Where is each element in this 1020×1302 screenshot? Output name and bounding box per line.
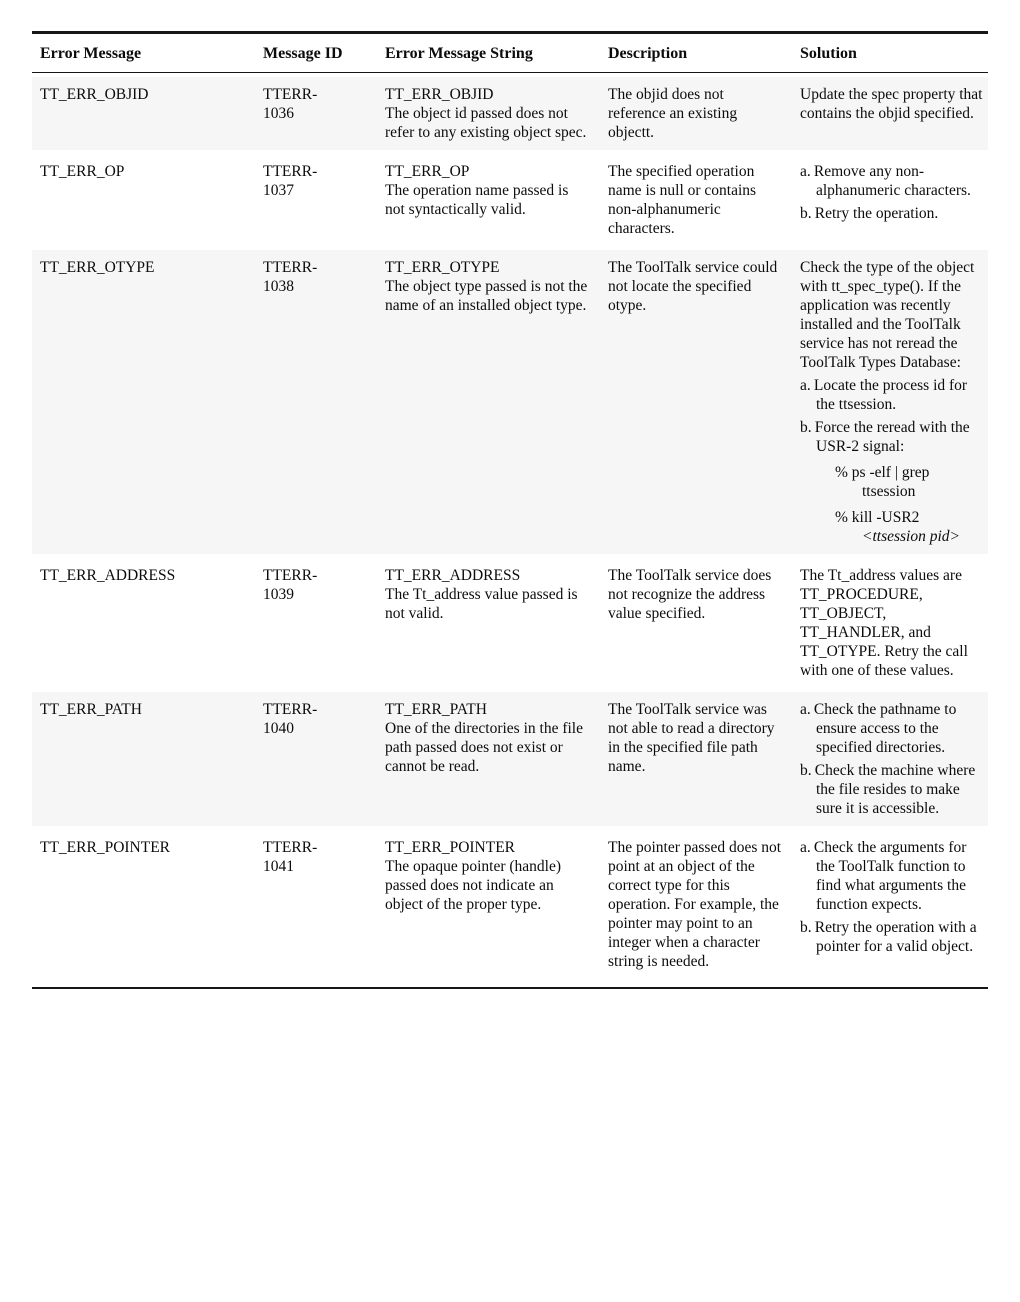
solution-item-label: a. (800, 839, 811, 856)
message-id-line: 1039 (263, 586, 294, 603)
message-id-line: 1040 (263, 720, 294, 737)
message-id-line: 1041 (263, 858, 294, 875)
cell-description: The ToolTalk service was not able to read a directory in the specified file path name. (608, 701, 775, 775)
table-row (32, 154, 988, 246)
cell-message-id (255, 162, 377, 238)
table-row (32, 692, 988, 826)
message-id-line: TTERR- (263, 839, 318, 856)
solution-paragraph: The Tt_address values are TT_PROCEDURE, TT_OBJECT, TT_HANDLER, and TT_OTYPE. Retry the call with one of these values. (800, 567, 968, 679)
error-message-table (32, 31, 988, 989)
error-string-line: The opaque pointer (handle) passed does not indicate an object of the proper type. (385, 858, 562, 913)
cell-message-id (255, 258, 377, 546)
message-id-line: TTERR- (263, 567, 318, 584)
message-id-line: TTERR- (263, 163, 318, 180)
cell-error-message-string (377, 162, 600, 238)
cell-solution (792, 162, 988, 238)
message-id-line: TTERR- (263, 701, 318, 718)
solution-list-item: b. Force the reread with the USR-2 signal: (800, 419, 970, 455)
cell-description: The ToolTalk service could not locate the specified otype. (608, 259, 778, 314)
error-string-line: The object type passed is not the name of an installed object type. (385, 278, 588, 314)
column-header-error-message: Error Message (40, 45, 142, 62)
table-row (32, 77, 988, 150)
solution-item-label: b. (800, 205, 812, 222)
cell-solution (792, 700, 988, 818)
error-string-line: TT_ERR_PATH (385, 701, 487, 718)
message-id-line: 1037 (263, 182, 294, 199)
table-row (32, 558, 988, 688)
cell-message-id (255, 838, 377, 971)
cell-error-message-string (377, 566, 600, 680)
solution-list-item: b. Check the machine where the file resides to make sure it is accessible. (800, 762, 976, 817)
solution-item-label: a. (800, 163, 811, 180)
error-string-line: TT_ERR_OTYPE (385, 259, 500, 276)
column-header-solution: Solution (800, 45, 857, 62)
error-string-line: TT_ERR_POINTER (385, 839, 516, 856)
cell-error-message: TT_ERR_PATH (40, 701, 142, 718)
cell-solution (792, 258, 988, 546)
solution-item-label: b. (800, 419, 812, 436)
column-header-error-message-string: Error Message String (385, 45, 533, 62)
solution-item-label: b. (800, 762, 812, 779)
cell-solution (792, 838, 988, 971)
error-string-line: One of the directories in the file path passed does not exist or cannot be read. (385, 720, 583, 775)
error-string-line: The Tt_address value passed is not valid. (385, 586, 578, 622)
solution-item-label: a. (800, 701, 811, 718)
cell-message-id (255, 700, 377, 818)
message-id-line: 1038 (263, 278, 294, 295)
solution-item-label: a. (800, 377, 811, 394)
error-string-line: The object id passed does not refer to any existing object spec. (385, 105, 587, 141)
table-body (32, 77, 988, 979)
error-string-line: TT_ERR_ADDRESS (385, 567, 521, 584)
solution-paragraph: Update the spec property that contains the objid specified. (800, 86, 983, 122)
command-prompt: % (835, 509, 852, 526)
message-id-line: TTERR- (263, 86, 318, 103)
cell-description: The pointer passed does not point at an object of the correct type for this operation. For example, the pointer may point to an integer when a character string is needed. (608, 839, 782, 970)
solution-list-item: a. Remove any non-alphanumeric characters. (800, 163, 971, 199)
solution-list-item: b. Retry the operation with a pointer for a valid object. (800, 919, 977, 955)
solution-command-line: % ps -elf | grep ttsession (835, 464, 930, 500)
cell-error-message-string (377, 838, 600, 971)
column-header-description: Description (608, 45, 688, 62)
solution-list-item: a. Locate the process id for the ttsession. (800, 377, 968, 413)
table-bottom-rule (32, 987, 988, 989)
cell-error-message: TT_ERR_ADDRESS (40, 567, 176, 584)
cell-error-message-string (377, 85, 600, 142)
solution-command-line: % kill -USR2 <ttsession pid> (835, 509, 960, 545)
cell-description: The specified operation name is null or contains non-alphanumeric characters. (608, 163, 757, 237)
command-argument-italic: <ttsession pid> (862, 528, 960, 545)
command-prompt: % (835, 464, 852, 481)
cell-solution (792, 85, 988, 142)
column-header-message-id: Message ID (263, 45, 343, 62)
cell-solution (792, 566, 988, 680)
solution-paragraph: Check the type of the object with tt_spec_type(). If the application was recently installed and the ToolTalk service has not reread the ToolTalk Types Database: (800, 259, 975, 371)
cell-error-message: TT_ERR_OBJID (40, 86, 149, 103)
table-header-row (32, 31, 988, 73)
cell-description: The objid does not reference an existing objectt. (608, 86, 738, 141)
error-string-line: TT_ERR_OBJID (385, 86, 494, 103)
solution-item-label: b. (800, 919, 812, 936)
cell-error-message: TT_ERR_OTYPE (40, 259, 155, 276)
solution-list-item: a. Check the pathname to ensure access to the specified directories. (800, 701, 957, 756)
cell-error-message: TT_ERR_POINTER (40, 839, 171, 856)
table-row (32, 250, 988, 554)
solution-list-item: b. Retry the operation. (800, 205, 939, 222)
message-id-line: 1036 (263, 105, 294, 122)
error-string-line: TT_ERR_OP (385, 163, 470, 180)
message-id-line: TTERR- (263, 259, 318, 276)
solution-list-item: a. Check the arguments for the ToolTalk function to find what arguments the function expects. (800, 839, 967, 913)
table-row (32, 830, 988, 979)
cell-message-id (255, 566, 377, 680)
error-string-line: The operation name passed is not syntactically valid. (385, 182, 569, 218)
cell-description: The ToolTalk service does not recognize the address value specified. (608, 567, 772, 622)
cell-error-message-string (377, 258, 600, 546)
cell-error-message: TT_ERR_OP (40, 163, 125, 180)
cell-error-message-string (377, 700, 600, 818)
cell-message-id (255, 85, 377, 142)
